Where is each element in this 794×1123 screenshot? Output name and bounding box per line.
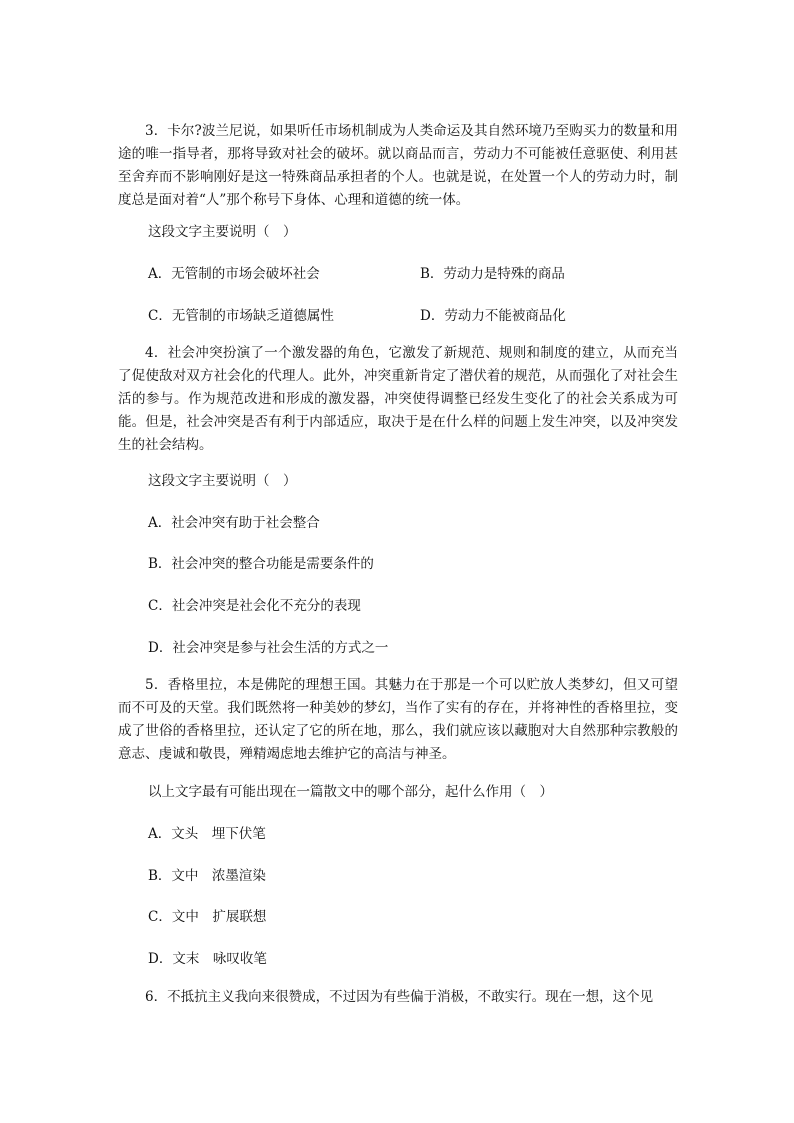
- q4-option-a: A．社会冲突有助于社会整合: [148, 515, 320, 531]
- q4-prompt: 这段文字主要说明（ ）: [148, 473, 297, 489]
- q5-option-c: C．文中 扩展联想: [148, 909, 267, 925]
- q3-stem: 3．卡尔?波兰尼说，如果听任市场机制成为人类命运及其自然环境乃至购买力的数量和用途的唯一指导者，那将导致对社会的破坏。就以商品而言，劳动力不可能被任意驱使、利用甚至舍弃而不影响刚好是这一特殊商品承担者的个人。也就是说，在处置一个人的劳动力时，制度总是面对着“人”那个称号下身体、心理和道德的统一体。: [118, 123, 678, 208]
- q5-stem: 5．香格里拉，本是佛陀的理想王国。其魅力在于那是一个可以贮放人类梦幻，但又可望而不可及的天堂。我们既然将一种美妙的梦幻，当作了实有的存在，并将神性的香格里拉，变成了世俗的香格里拉，还认定了它的所在地，那么，我们就应该以藏胞对大自然那种宗教般的意志、虔诚和敬畏，殚精竭虑地去维护它的高洁与神圣。: [118, 677, 678, 762]
- q4-option-c: C．社会冲突是社会化不充分的表现: [148, 598, 361, 614]
- q4-option-b: B．社会冲突的整合功能是需要条件的: [148, 556, 374, 572]
- q3-prompt: 这段文字主要说明（ ）: [148, 224, 297, 240]
- q4-option-d: D．社会冲突是参与社会生活的方式之一: [148, 640, 389, 656]
- q4-stem: 4．社会冲突扮演了一个激发器的角色，它激发了新规范、规则和制度的建立，从而充当了促使敌对双方社会化的代理人。此外，冲突重新肯定了潜伏着的规范，从而强化了对社会生活的参与。作为规范改进和形成的激发器，冲突使得调整已经发生变化了的社会关系成为可能。但是，社会冲突是否有利于内部适应，取决于是在什么样的问题上发生冲突，以及冲突发生的社会结构。: [118, 345, 678, 453]
- q6-stem: 6．不抵抗主义我向来很赞成，不过因为有些偏于消极，不敢实行。现在一想，这个见: [145, 989, 654, 1005]
- q3-option-a: A．无管制的市场会破坏社会: [148, 266, 320, 282]
- q3-option-d: D．劳动力不能被商品化: [420, 308, 566, 324]
- q3-option-c: C．无管制的市场缺乏道德属性: [148, 308, 334, 324]
- q5-prompt: 以上文字最有可能出现在一篇散文中的哪个部分，起什么作用（ ）: [148, 784, 553, 800]
- q3-option-b: B．劳动力是特殊的商品: [420, 266, 565, 282]
- q5-option-a: A．文头 埋下伏笔: [148, 826, 266, 842]
- q5-option-b: B．文中 浓墨渲染: [148, 868, 266, 884]
- q5-option-d: D．文末 咏叹收笔: [148, 951, 267, 967]
